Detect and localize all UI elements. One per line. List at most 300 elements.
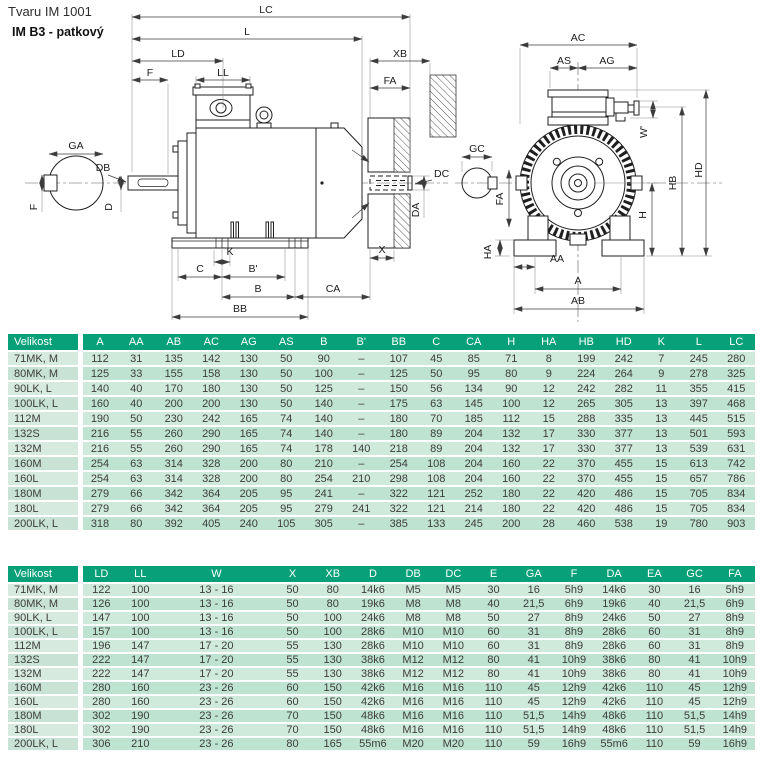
value-cell: 486 <box>605 501 643 516</box>
value-cell: 322 <box>380 486 418 501</box>
value-cell: 48k6 <box>594 709 634 723</box>
value-cell: 515 <box>718 411 756 426</box>
value-cell: 279 <box>80 486 118 501</box>
value-cell: 328 <box>193 456 231 471</box>
column-header: BB <box>380 334 418 351</box>
value-cell: 90 <box>493 381 531 396</box>
column-header: D <box>353 566 393 583</box>
value-cell: 41 <box>674 653 714 667</box>
value-cell: 55 <box>272 639 312 653</box>
value-cell: 200 <box>230 456 268 471</box>
value-cell: 140 <box>343 441 381 456</box>
value-cell: 280 <box>80 681 120 695</box>
value-cell: M16 <box>433 723 473 737</box>
value-cell: 16 <box>514 583 554 597</box>
value-cell: 110 <box>473 695 513 709</box>
dim-label-f-top: F <box>146 67 154 79</box>
table-row <box>8 381 755 396</box>
table-row <box>8 597 755 611</box>
value-cell: – <box>343 396 381 411</box>
value-cell: 17 - 20 <box>160 653 272 667</box>
value-cell: 10h9 <box>554 653 594 667</box>
value-cell: 538 <box>605 516 643 531</box>
value-cell: 140 <box>305 396 343 411</box>
value-cell: 110 <box>473 723 513 737</box>
value-cell: 80 <box>118 516 156 531</box>
value-cell: 51,5 <box>674 723 714 737</box>
value-cell: 370 <box>568 471 606 486</box>
value-cell: 80 <box>313 597 353 611</box>
value-cell: 245 <box>680 351 718 366</box>
table-row <box>8 426 755 441</box>
table-row <box>8 625 755 639</box>
value-cell: 288 <box>568 411 606 426</box>
value-cell: 200 <box>155 396 193 411</box>
value-cell: 280 <box>80 695 120 709</box>
value-cell: 8h9 <box>554 639 594 653</box>
value-cell: 242 <box>605 351 643 366</box>
value-cell: – <box>343 426 381 441</box>
value-cell: 125 <box>305 381 343 396</box>
value-cell: 50 <box>272 597 312 611</box>
size-cell: 200LK, L <box>8 737 80 751</box>
value-cell: 265 <box>568 396 606 411</box>
column-header: HB <box>568 334 606 351</box>
column-header: B <box>305 334 343 351</box>
column-header: DB <box>393 566 433 583</box>
dim-label-as: AS <box>556 55 572 67</box>
value-cell: 22 <box>530 486 568 501</box>
value-cell: 12h9 <box>715 695 755 709</box>
value-cell: 22 <box>530 501 568 516</box>
size-cell: 180M <box>8 709 80 723</box>
value-cell: 8h9 <box>715 639 755 653</box>
value-cell: 50 <box>268 381 306 396</box>
size-cell: 71MK, M <box>8 583 80 597</box>
value-cell: M10 <box>393 639 433 653</box>
value-cell: 42k6 <box>353 681 393 695</box>
value-cell: 160 <box>493 471 531 486</box>
value-cell: 780 <box>680 516 718 531</box>
value-cell: 216 <box>80 426 118 441</box>
value-cell: 224 <box>568 366 606 381</box>
value-cell: 50 <box>272 583 312 597</box>
dim-label-bb: BB <box>232 303 248 315</box>
value-cell: 130 <box>313 667 353 681</box>
table-row <box>8 471 755 486</box>
value-cell: 112 <box>80 351 118 366</box>
table-row <box>8 667 755 681</box>
value-cell: 23 - 26 <box>160 709 272 723</box>
value-cell: 150 <box>380 381 418 396</box>
value-cell: 41 <box>674 667 714 681</box>
value-cell: 241 <box>305 486 343 501</box>
value-cell: 140 <box>305 411 343 426</box>
value-cell: 196 <box>80 639 120 653</box>
value-cell: 342 <box>155 501 193 516</box>
value-cell: 55m6 <box>594 737 634 751</box>
value-cell: 33 <box>118 366 156 381</box>
column-header: GA <box>514 566 554 583</box>
value-cell: 13 <box>643 441 681 456</box>
value-cell: 80 <box>634 653 674 667</box>
value-cell: 15 <box>643 471 681 486</box>
value-cell: 205 <box>230 486 268 501</box>
value-cell: 370 <box>568 456 606 471</box>
column-header: K <box>643 334 681 351</box>
value-cell: M12 <box>433 667 473 681</box>
value-cell: 74 <box>268 411 306 426</box>
value-cell: 455 <box>605 471 643 486</box>
value-cell: 80 <box>268 471 306 486</box>
column-header: AC <box>193 334 231 351</box>
value-cell: 834 <box>718 486 756 501</box>
table-row <box>8 456 755 471</box>
value-cell: 15 <box>643 456 681 471</box>
value-cell: 55 <box>118 426 156 441</box>
size-cell: 90LK, L <box>8 381 80 396</box>
value-cell: 180 <box>380 426 418 441</box>
value-cell: 89 <box>418 441 456 456</box>
value-cell: 165 <box>230 426 268 441</box>
value-cell: – <box>343 351 381 366</box>
value-cell: 405 <box>193 516 231 531</box>
value-cell: 66 <box>118 486 156 501</box>
value-cell: 30 <box>473 583 513 597</box>
size-cell: 180L <box>8 723 80 737</box>
dim-label-d: D <box>103 203 115 211</box>
value-cell: 613 <box>680 456 718 471</box>
value-cell: 55m6 <box>353 737 393 751</box>
value-cell: 55 <box>272 653 312 667</box>
value-cell: 15 <box>530 411 568 426</box>
value-cell: 190 <box>120 709 160 723</box>
column-header: LL <box>120 566 160 583</box>
value-cell: 63 <box>118 456 156 471</box>
value-cell: – <box>343 366 381 381</box>
value-cell: 180 <box>493 501 531 516</box>
value-cell: 160 <box>120 695 160 709</box>
value-cell: 242 <box>193 411 231 426</box>
value-cell: 742 <box>718 456 756 471</box>
value-cell: 282 <box>605 381 643 396</box>
value-cell: 19k6 <box>353 597 393 611</box>
value-cell: 133 <box>418 516 456 531</box>
value-cell: 130 <box>230 351 268 366</box>
cable-gland-icon <box>606 98 639 121</box>
value-cell: 377 <box>605 441 643 456</box>
size-cell: 112M <box>8 639 80 653</box>
value-cell: 242 <box>568 381 606 396</box>
value-cell: 165 <box>230 441 268 456</box>
value-cell: M5 <box>433 583 473 597</box>
value-cell: 13 <box>643 396 681 411</box>
value-cell: 48k6 <box>353 723 393 737</box>
value-cell: 41 <box>514 653 554 667</box>
value-cell: 415 <box>718 381 756 396</box>
value-cell: 100 <box>305 366 343 381</box>
value-cell: – <box>343 411 381 426</box>
value-cell: M16 <box>433 709 473 723</box>
column-header: AA <box>118 334 156 351</box>
value-cell: 397 <box>680 396 718 411</box>
value-cell: 279 <box>305 501 343 516</box>
value-cell: 50 <box>634 611 674 625</box>
value-cell: 385 <box>380 516 418 531</box>
value-cell: 222 <box>80 667 120 681</box>
table-row <box>8 695 755 709</box>
value-cell: 70 <box>272 723 312 737</box>
value-cell: 40 <box>473 597 513 611</box>
value-cell: 74 <box>268 426 306 441</box>
dim-label-ld: LD <box>171 48 185 60</box>
value-cell: 100 <box>120 611 160 625</box>
value-cell: 28k6 <box>353 639 393 653</box>
dim-label-gc: GC <box>469 143 485 155</box>
size-cell: 160M <box>8 456 80 471</box>
value-cell: 13 - 16 <box>160 611 272 625</box>
value-cell: 42k6 <box>594 681 634 695</box>
dim-label-f-side: F <box>28 203 40 211</box>
value-cell: 147 <box>120 653 160 667</box>
column-header: E <box>473 566 513 583</box>
value-cell: 95 <box>268 486 306 501</box>
value-cell: 66 <box>118 501 156 516</box>
value-cell: 834 <box>718 501 756 516</box>
value-cell: 240 <box>230 516 268 531</box>
value-cell: 314 <box>155 456 193 471</box>
value-cell: 15 <box>643 486 681 501</box>
value-cell: 59 <box>674 737 714 751</box>
value-cell: – <box>343 486 381 501</box>
value-cell: 59 <box>514 737 554 751</box>
value-cell: 6h9 <box>715 597 755 611</box>
value-cell: 19 <box>643 516 681 531</box>
table-row <box>8 583 755 597</box>
value-cell: 180 <box>193 381 231 396</box>
value-cell: 445 <box>680 411 718 426</box>
value-cell: 45 <box>674 695 714 709</box>
table-row <box>8 611 755 625</box>
value-cell: 264 <box>605 366 643 381</box>
column-header: HA <box>530 334 568 351</box>
value-cell: 160 <box>80 396 118 411</box>
value-cell: 355 <box>680 381 718 396</box>
value-cell: 14k6 <box>594 583 634 597</box>
value-cell: 150 <box>313 681 353 695</box>
page-title: Tvaru IM 1001 <box>8 4 92 19</box>
value-cell: 14h9 <box>715 709 755 723</box>
value-cell: 10h9 <box>715 667 755 681</box>
value-cell: 200 <box>193 396 231 411</box>
value-cell: 245 <box>455 516 493 531</box>
value-cell: 50 <box>268 351 306 366</box>
value-cell: 190 <box>120 723 160 737</box>
size-cell: 80MK, M <box>8 366 80 381</box>
column-header: W <box>160 566 272 583</box>
value-cell: 23 - 26 <box>160 695 272 709</box>
value-cell: 42k6 <box>594 695 634 709</box>
value-cell: 24k6 <box>353 611 393 625</box>
dim-label-ll: LL <box>217 67 229 79</box>
value-cell: 705 <box>680 501 718 516</box>
front-view-drawing <box>455 32 722 322</box>
value-cell: 130 <box>313 639 353 653</box>
value-cell: 318 <box>80 516 118 531</box>
dimensions-table-shaft <box>8 566 755 752</box>
size-cell: 200LK, L <box>8 516 80 531</box>
value-cell: 27 <box>514 611 554 625</box>
dim-label-ga: GA <box>68 140 84 152</box>
dim-label-lc: LC <box>259 4 273 16</box>
value-cell: 89 <box>418 426 456 441</box>
value-cell: 254 <box>80 471 118 486</box>
value-cell: 17 <box>530 441 568 456</box>
value-cell: 17 - 20 <box>160 667 272 681</box>
value-cell: 30 <box>634 583 674 597</box>
value-cell: 51,5 <box>514 723 554 737</box>
value-cell: 31 <box>118 351 156 366</box>
value-cell: 51,5 <box>514 709 554 723</box>
value-cell: 305 <box>305 516 343 531</box>
mounting-wall <box>368 75 456 248</box>
value-cell: M5 <box>393 583 433 597</box>
value-cell: 100 <box>120 625 160 639</box>
value-cell: 22 <box>530 471 568 486</box>
value-cell: 74 <box>268 441 306 456</box>
value-cell: 70 <box>418 411 456 426</box>
column-header-velikost: Velikost <box>8 566 80 583</box>
value-cell: 50 <box>473 611 513 625</box>
value-cell: – <box>343 516 381 531</box>
value-cell: 110 <box>634 737 674 751</box>
value-cell: 45 <box>418 351 456 366</box>
value-cell: 110 <box>473 681 513 695</box>
value-cell: 335 <box>605 411 643 426</box>
value-cell: 180 <box>380 411 418 426</box>
value-cell: 60 <box>272 681 312 695</box>
table-header-row <box>8 334 755 351</box>
value-cell: 9 <box>643 366 681 381</box>
value-cell: 10h9 <box>715 653 755 667</box>
value-cell: 22 <box>530 456 568 471</box>
value-cell: 60 <box>473 639 513 653</box>
value-cell: 31 <box>514 625 554 639</box>
value-cell: 14k6 <box>353 583 393 597</box>
value-cell: 31 <box>514 639 554 653</box>
column-header: XB <box>313 566 353 583</box>
value-cell: 325 <box>718 366 756 381</box>
value-cell: 80 <box>473 667 513 681</box>
value-cell: M16 <box>393 723 433 737</box>
value-cell: 140 <box>305 426 343 441</box>
value-cell: 8h9 <box>554 625 594 639</box>
dim-label-a: A <box>574 275 582 287</box>
value-cell: 110 <box>473 737 513 751</box>
table-row <box>8 396 755 411</box>
value-cell: 50 <box>268 396 306 411</box>
value-cell: 13 <box>643 426 681 441</box>
dim-label-dc: DC <box>434 168 450 180</box>
column-header: AB <box>155 334 193 351</box>
value-cell: 31 <box>674 625 714 639</box>
table-row <box>8 681 755 695</box>
value-cell: 56 <box>418 381 456 396</box>
value-cell: 110 <box>634 695 674 709</box>
dim-label-k: K <box>226 246 234 258</box>
value-cell: 12 <box>530 381 568 396</box>
value-cell: 302 <box>80 709 120 723</box>
value-cell: 8 <box>530 351 568 366</box>
value-cell: 51,5 <box>674 709 714 723</box>
value-cell: 50 <box>272 625 312 639</box>
value-cell: 60 <box>634 639 674 653</box>
value-cell: 260 <box>155 426 193 441</box>
value-cell: 130 <box>313 653 353 667</box>
value-cell: M8 <box>393 597 433 611</box>
value-cell: 392 <box>155 516 193 531</box>
value-cell: 147 <box>120 639 160 653</box>
value-cell: 55 <box>118 441 156 456</box>
value-cell: 501 <box>680 426 718 441</box>
column-header-velikost: Velikost <box>8 334 80 351</box>
dim-label-c: C <box>196 263 204 275</box>
value-cell: 218 <box>380 441 418 456</box>
value-cell: M12 <box>393 667 433 681</box>
value-cell: 13 - 16 <box>160 597 272 611</box>
dimensions-table-main <box>8 334 755 532</box>
size-cell: 80MK, M <box>8 597 80 611</box>
value-cell: 377 <box>605 426 643 441</box>
value-cell: 205 <box>230 501 268 516</box>
value-cell: 100 <box>313 611 353 625</box>
value-cell: 330 <box>568 426 606 441</box>
value-cell: 290 <box>193 441 231 456</box>
value-cell: 150 <box>313 723 353 737</box>
dim-label-ha: HA <box>482 244 494 260</box>
value-cell: 134 <box>455 381 493 396</box>
column-header: FA <box>715 566 755 583</box>
size-cell: 180M <box>8 486 80 501</box>
size-cell: 132M <box>8 667 80 681</box>
value-cell: 107 <box>380 351 418 366</box>
value-cell: 48k6 <box>594 723 634 737</box>
table-row <box>8 441 755 456</box>
column-header: AS <box>268 334 306 351</box>
value-cell: 45 <box>674 681 714 695</box>
value-cell: M8 <box>433 597 473 611</box>
column-header: HD <box>605 334 643 351</box>
value-cell: M12 <box>433 653 473 667</box>
table-row <box>8 366 755 381</box>
size-cell: 160L <box>8 695 80 709</box>
value-cell: 12h9 <box>554 681 594 695</box>
table-row <box>8 723 755 737</box>
value-cell: 48k6 <box>353 709 393 723</box>
column-header: AG <box>230 334 268 351</box>
value-cell: 199 <box>568 351 606 366</box>
table-row <box>8 411 755 426</box>
value-cell: 140 <box>80 381 118 396</box>
size-cell: 90LK, L <box>8 611 80 625</box>
value-cell: 27 <box>674 611 714 625</box>
value-cell: 12h9 <box>715 681 755 695</box>
value-cell: 28k6 <box>353 625 393 639</box>
value-cell: 38k6 <box>353 667 393 681</box>
dim-label-l: L <box>244 26 250 38</box>
value-cell: 14h9 <box>554 723 594 737</box>
column-header: CA <box>455 334 493 351</box>
